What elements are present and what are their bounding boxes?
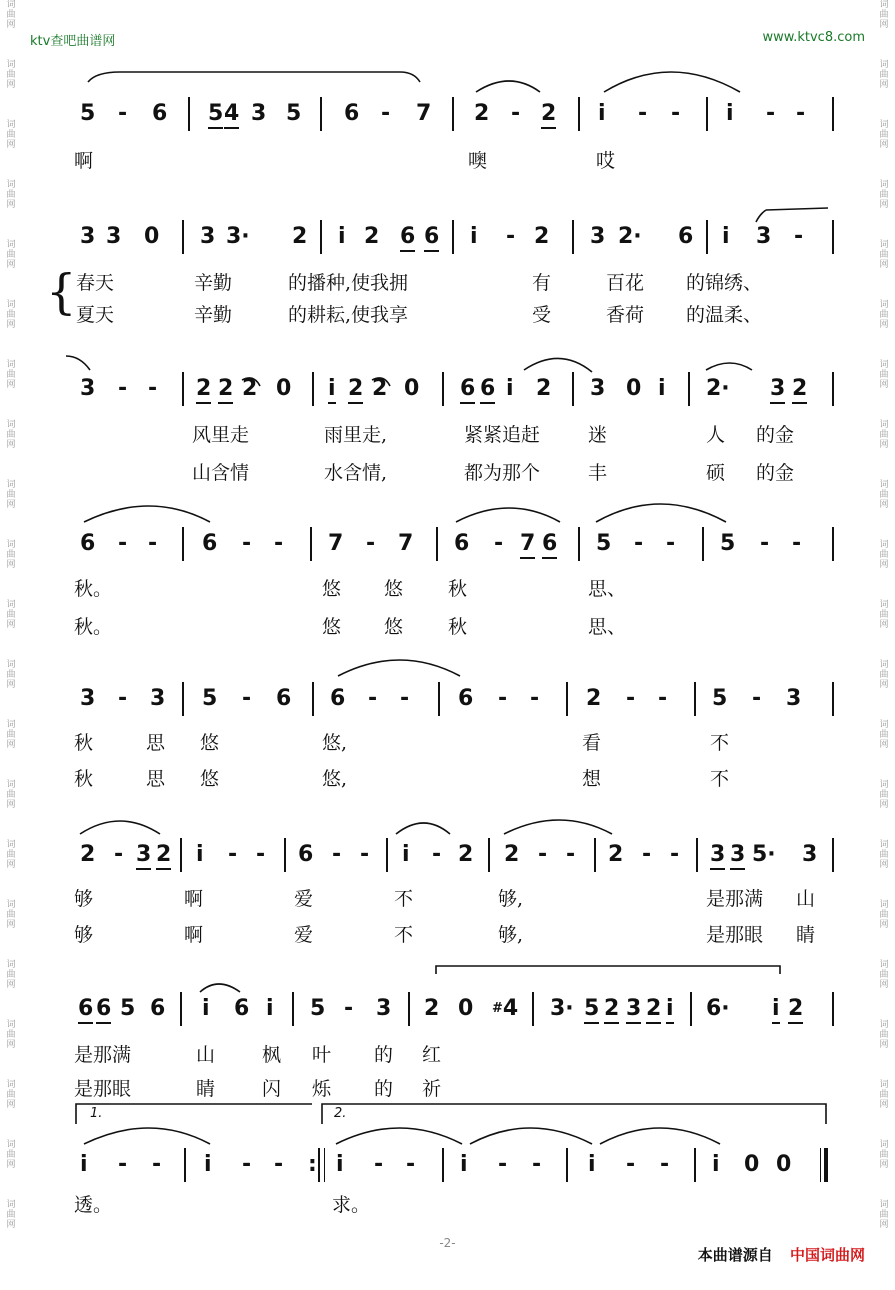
system-5-lyrics-verse-2: 秋 思 悠 悠, 想 不	[74, 768, 730, 790]
watermark-group	[875, 180, 893, 240]
watermark-group	[2, 1020, 20, 1080]
watermark-char: 词	[879, 300, 889, 310]
watermark-group	[2, 480, 20, 540]
watermark-char: 曲	[6, 130, 16, 140]
watermark-char: 词	[879, 0, 889, 10]
watermark-char: 网	[879, 440, 889, 450]
watermark-char: 词	[6, 600, 16, 610]
watermark-char: 网	[879, 740, 889, 750]
watermark-char: 词	[6, 720, 16, 730]
watermark-char: 网	[879, 860, 889, 870]
watermark-group	[2, 0, 20, 60]
watermark-char: 词	[879, 600, 889, 610]
system-4-lyrics-verse-2: 秋。 悠 悠 秋 思、	[74, 616, 627, 638]
watermark-char: 曲	[879, 1030, 889, 1040]
watermark-char: 词	[6, 240, 16, 250]
watermark-char: 网	[879, 800, 889, 810]
watermark-char: 词	[879, 1200, 889, 1210]
watermark-char: 词	[879, 660, 889, 670]
watermark-char: 网	[879, 560, 889, 570]
system-5-lyrics-verse-1: 秋 思 悠 悠, 看 不	[74, 732, 730, 754]
watermark-char: 曲	[6, 970, 16, 980]
watermark-char: 曲	[6, 850, 16, 860]
watermark-char: 曲	[6, 790, 16, 800]
watermark-char: 网	[6, 980, 16, 990]
system-4-lyrics-verse-1: 秋。 悠 悠 秋 思、	[74, 578, 627, 600]
watermark-char: 网	[6, 1220, 16, 1230]
watermark-char: 曲	[6, 1210, 16, 1220]
system-1-notes: 5 - 6 5 4 3 5 6 - 7 2 - 2 i - - i - -	[66, 95, 842, 135]
watermark-char: 曲	[879, 970, 889, 980]
watermark-char: 网	[6, 1100, 16, 1110]
watermark-char: 词	[6, 480, 16, 490]
watermark-char: 词	[879, 960, 889, 970]
watermark-char: 网	[6, 380, 16, 390]
watermark-char: 词	[879, 180, 889, 190]
watermark-char: 网	[6, 500, 16, 510]
watermark-char: 曲	[879, 670, 889, 680]
watermark-group	[2, 720, 20, 780]
watermark-group	[2, 960, 20, 1020]
system-2-notes: 3 3 0 3 3· 2 i 2 6 6 i - 2 3 2· 6 i 3 -	[66, 218, 842, 258]
watermark-char: 网	[6, 620, 16, 630]
watermark-group	[2, 600, 20, 660]
watermark-group	[875, 480, 893, 540]
watermark-char: 网	[6, 140, 16, 150]
header-site-right[interactable]: www.ktvc8.com	[762, 30, 865, 45]
watermark-char: 网	[6, 800, 16, 810]
watermark-char: 网	[6, 920, 16, 930]
watermark-char: 词	[6, 120, 16, 130]
watermark-char: 曲	[879, 1210, 889, 1220]
watermark-char: 曲	[6, 70, 16, 80]
watermark-group	[2, 840, 20, 900]
watermark-char: 词	[6, 1080, 16, 1090]
watermark-char: 词	[6, 540, 16, 550]
watermark-group	[875, 360, 893, 420]
system-7-lyrics-verse-2: 是那眼 睛 闪 烁 的 祈	[74, 1078, 442, 1100]
system-2-lyrics-verse-1: 春天 辛勤 的播种,使我拥 有 百花 的锦绣、	[76, 272, 763, 294]
system-7-notes: 6 6 5 6 i 6 i 5 - 3 2 0 #4 3· 5 2 3 2 i 6· i 2	[66, 990, 842, 1030]
watermark-char: 网	[6, 1040, 16, 1050]
watermark-char: 词	[6, 0, 16, 10]
watermark-char: 网	[879, 1220, 889, 1230]
watermark-char: 网	[6, 260, 16, 270]
watermark-char: 网	[6, 200, 16, 210]
watermark-char: 网	[879, 920, 889, 930]
watermark-char: 词	[879, 420, 889, 430]
watermark-char: 网	[879, 380, 889, 390]
watermark-char: 曲	[6, 1030, 16, 1040]
header-site-left[interactable]: ktv查吧曲谱网	[30, 34, 116, 49]
system-6-lyrics-verse-1: 够 啊 爱 不 够, 是那满 山	[74, 888, 816, 910]
watermark-char: 网	[879, 1160, 889, 1170]
watermark-char: 曲	[6, 370, 16, 380]
watermark-char: 网	[6, 320, 16, 330]
watermark-group	[2, 180, 20, 240]
watermark-char: 词	[6, 960, 16, 970]
watermark-char: 曲	[6, 910, 16, 920]
watermark-char: 曲	[879, 190, 889, 200]
watermark-char: 曲	[879, 10, 889, 20]
watermark-group	[2, 420, 20, 480]
watermark-char: 曲	[879, 850, 889, 860]
watermark-group	[2, 240, 20, 300]
watermark-char: 曲	[6, 190, 16, 200]
watermark-group	[2, 300, 20, 360]
watermark-char: 曲	[879, 490, 889, 500]
watermark-group	[875, 0, 893, 60]
watermark-char: 曲	[6, 430, 16, 440]
watermark-char: 词	[879, 1080, 889, 1090]
watermark-char: 网	[6, 1160, 16, 1170]
watermark-char: 曲	[6, 250, 16, 260]
watermark-char: 网	[6, 860, 16, 870]
watermark-char: 词	[6, 1020, 16, 1030]
watermark-char: 网	[879, 80, 889, 90]
watermark-char: 词	[6, 300, 16, 310]
watermark-char: 词	[879, 120, 889, 130]
watermark-char: 网	[6, 80, 16, 90]
watermark-char: 网	[879, 320, 889, 330]
source-site-link[interactable]: 中国词曲网	[789, 1246, 865, 1264]
watermark-group	[2, 1200, 20, 1260]
system-3-lyrics-verse-1: 风里走 雨里走, 紧紧追赶 迷 人 的金	[192, 424, 795, 446]
watermark-char: 网	[6, 740, 16, 750]
watermark-char: 曲	[879, 250, 889, 260]
watermark-char: 曲	[879, 1150, 889, 1160]
watermark-group	[2, 360, 20, 420]
watermark-char: 网	[879, 260, 889, 270]
watermark-char: 曲	[879, 550, 889, 560]
watermark-char: 网	[6, 680, 16, 690]
system-1-lyrics: 啊 噢 哎	[74, 150, 616, 172]
source-label: 本曲谱源自	[697, 1246, 773, 1264]
left-watermark-strip	[2, 0, 20, 1290]
verse-brace: {	[46, 264, 77, 320]
watermark-group	[2, 900, 20, 960]
watermark-group	[875, 60, 893, 120]
watermark-char: 网	[6, 440, 16, 450]
watermark-char: 曲	[6, 490, 16, 500]
watermark-char: 词	[6, 420, 16, 430]
watermark-char: 网	[879, 680, 889, 690]
watermark-group	[2, 780, 20, 840]
watermark-char: 词	[6, 1200, 16, 1210]
system-3-lyrics-verse-2: 山含情 水含情, 都为那个 丰 硕 的金	[192, 462, 795, 484]
watermark-char: 网	[879, 500, 889, 510]
volta-1-label: 1.	[90, 1106, 103, 1121]
watermark-group	[2, 60, 20, 120]
watermark-char: 词	[6, 900, 16, 910]
system-4-notes: 6 - - 6 - - 7 - 7 6 - 7 6 5 - - 5 - -	[66, 525, 842, 565]
page-number: -2-	[439, 1236, 456, 1250]
watermark-char: 网	[6, 20, 16, 30]
watermark-char: 词	[879, 60, 889, 70]
system-3-notes: 3 - - 2 2 2 0 i 2 2 0 6 6 i 2 3 0 i 2· 3 2	[66, 370, 842, 410]
watermark-char: 网	[879, 20, 889, 30]
watermark-char: 词	[6, 180, 16, 190]
watermark-char: 曲	[6, 670, 16, 680]
system-6-lyrics-verse-2: 够 啊 爱 不 够, 是那眼 睛	[74, 924, 816, 946]
watermark-char: 词	[879, 900, 889, 910]
watermark-group	[875, 660, 893, 720]
system-6-notes: 2 - 3 2 i - - 6 - - i - 2 2 - - 2 - - 3 3 5· 3	[66, 836, 842, 876]
watermark-group	[2, 540, 20, 600]
watermark-group	[2, 660, 20, 720]
system-8-notes: i - - i - - : i - - i - - i - - i 0 0	[66, 1146, 842, 1186]
watermark-char: 曲	[879, 130, 889, 140]
watermark-char: 曲	[6, 1150, 16, 1160]
watermark-group	[2, 1080, 20, 1140]
volta-2-label: 2.	[334, 1106, 347, 1121]
watermark-char: 网	[879, 200, 889, 210]
watermark-char: 曲	[879, 370, 889, 380]
source-credit	[698, 1244, 865, 1265]
watermark-group	[2, 1140, 20, 1200]
watermark-char: 曲	[6, 10, 16, 20]
watermark-char: 曲	[879, 610, 889, 620]
watermark-char: 曲	[6, 1090, 16, 1100]
watermark-char: 词	[6, 840, 16, 850]
watermark-char: 网	[6, 560, 16, 570]
watermark-char: 网	[879, 1100, 889, 1110]
watermark-char: 曲	[879, 730, 889, 740]
watermark-char: 曲	[879, 70, 889, 80]
watermark-char: 网	[879, 620, 889, 630]
watermark-char: 词	[6, 780, 16, 790]
watermark-char: 词	[879, 1020, 889, 1030]
watermark-char: 曲	[879, 1090, 889, 1100]
watermark-char: 词	[6, 1140, 16, 1150]
watermark-char: 词	[879, 720, 889, 730]
watermark-char: 词	[6, 60, 16, 70]
watermark-char: 网	[879, 140, 889, 150]
watermark-char: 曲	[6, 310, 16, 320]
watermark-char: 词	[879, 360, 889, 370]
watermark-char: 词	[879, 540, 889, 550]
watermark-char: 曲	[6, 550, 16, 560]
watermark-char: 词	[6, 660, 16, 670]
watermark-group	[2, 120, 20, 180]
watermark-char: 词	[6, 360, 16, 370]
watermark-char: 网	[879, 1040, 889, 1050]
system-2-lyrics-verse-2: 夏天 辛勤 的耕耘,使我享 受 香荷 的温柔、	[76, 304, 763, 326]
watermark-char: 曲	[879, 310, 889, 320]
system-7-lyrics-verse-1: 是那满 山 枫 叶 的 红	[74, 1044, 442, 1066]
system-8-lyrics: 透。 求。	[74, 1194, 371, 1216]
watermark-char: 词	[879, 240, 889, 250]
system-5-notes: 3 - 3 5 - 6 6 - - 6 - - 2 - - 5 - 3	[66, 680, 842, 720]
watermark-char: 曲	[6, 730, 16, 740]
watermark-char: 曲	[6, 610, 16, 620]
watermark-char: 网	[879, 980, 889, 990]
watermark-char: 词	[879, 840, 889, 850]
watermark-char: 词	[879, 1140, 889, 1150]
watermark-char: 曲	[879, 790, 889, 800]
watermark-group	[875, 960, 893, 1020]
watermark-char: 曲	[879, 910, 889, 920]
watermark-char: 词	[879, 480, 889, 490]
watermark-char: 词	[879, 780, 889, 790]
watermark-char: 曲	[879, 430, 889, 440]
